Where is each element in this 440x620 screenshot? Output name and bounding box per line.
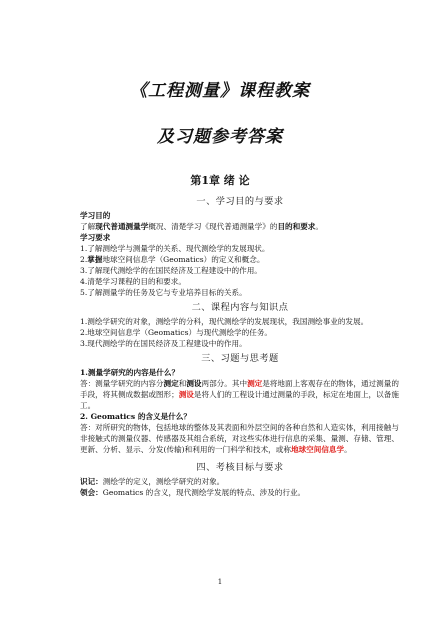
requirement-item: 2.掌握地球空间信息学（Geomatics）的定义和概念。 (80, 255, 265, 264)
question-1: 1.测量学研究的内容是什么？ (80, 368, 180, 377)
knowledge-item: 2.地球空间信息学（Geomatics）与现代测绘学的任务。 (80, 328, 273, 337)
knowledge-item: 1.测绘学研究的对象，测绘学的分科，现代测绘学的发展现状，我国测绘事业的发展。 (80, 317, 369, 326)
document-title: 《工程测量》课程教案 (130, 81, 310, 101)
answer-1: 答：测量学研究的内容分测定和测设两部分。其中测定是将地面上客观存在的物体，通过测量的手段，将其侧成数据或图形；测设是将人们的工程设计通过测量的手段，标定在地面上，以备施工。 (80, 379, 399, 410)
purpose-label: 学习目的 (80, 211, 111, 220)
chapter-heading: 第1章 绪 论 (190, 174, 250, 187)
requirement-item: 3.了解现代测绘学的在国民经济及工程建设中的作用。 (80, 266, 262, 275)
section-heading-2: 二、课程内容与知识点 (191, 302, 289, 313)
question-2: 2. Geomatics 的含义是什么？ (80, 412, 191, 421)
section-heading-1: 一、学习目的与要求 (196, 196, 284, 207)
requirement-item: 4.清楚学习课程的目的和要求。 (80, 277, 186, 286)
requirement-item: 1.了解测绘学与测量学的关系、现代测绘学的发展现状。 (80, 244, 270, 253)
section-heading-3: 三、习题与思考题 (201, 353, 279, 364)
purpose-text: 了解现代普通测量学概况、清楚学习《现代普通测量学》的目的和要求。 (80, 222, 323, 231)
knowledge-item: 3.现代测绘学的在国民经济及工程建设中的作用。 (80, 339, 247, 348)
assessment-item: 领会：Geomatics 的含义，现代测绘学发展的特点、涉及的行业。 (80, 488, 306, 497)
document-subtitle: 及习题参考答案 (157, 127, 283, 147)
requirement-item: 5.了解测量学的任务及它与专业培养目标的关系。 (80, 288, 247, 297)
answer-2: 答：对所研究的物体，包括地球的整体及其表面和外层空间的各种自然和人造实体，利用接触与非接触式的测量仪器、传感器及其组合系统，对这些实体进行信息的采集、量测、存储、管理、更新、分析、显示、分发(传输)和利用的一门科学和技术，或称地球空间信息学。 (80, 423, 399, 454)
assessment-item: 识记：测绘学的定义，测绘学研究的对象。 (80, 477, 225, 486)
section-heading-4: 四、考核目标与要求 (196, 462, 284, 473)
content-body (80, 192, 400, 498)
page-number: 1 (217, 578, 223, 586)
requirements-label: 学习要求 (80, 233, 111, 242)
